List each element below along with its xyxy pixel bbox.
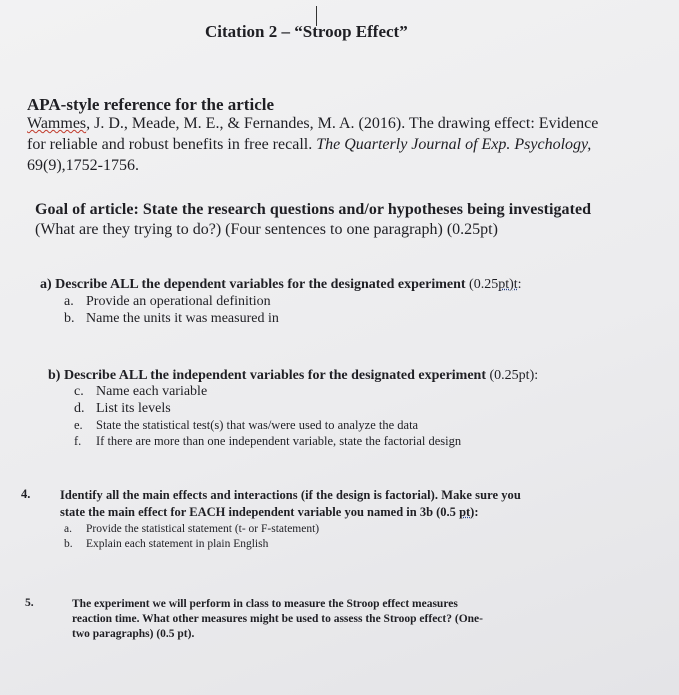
- item-text: Provide the statistical statement (t- or F-statement): [86, 523, 320, 535]
- page-title: Citation 2 – “Stroop Effect”: [205, 22, 408, 41]
- item-text: Name the units it was measured in: [86, 311, 279, 326]
- item-text: Provide an operational definition: [86, 294, 271, 309]
- goal-line-2: (What are they trying to do?) (Four sentences to one paragraph) (0.25pt): [35, 221, 498, 238]
- item-text: State the statistical test(s) that was/were used to analyze the data: [96, 418, 419, 432]
- question-b-heading-text: b) Describe ALL the independent variables for the designated experiment: [48, 368, 487, 383]
- question-4-colon: :: [474, 505, 479, 519]
- item-label: a.: [64, 523, 72, 535]
- ref-line1-rest: , J. D., Meade, M. E., & Fernandes, M. A. (2016). The drawing effect: Evidence: [86, 115, 599, 132]
- question-5-line-2: reaction time. What other measures might be used to assess the Stroop effect? (One-: [72, 613, 483, 625]
- question-4-line-2-text: state the main effect for EACH independent variable you named in 3b (0.5: [60, 505, 460, 519]
- question-a-points-tail: pt)t: [498, 277, 518, 292]
- question-4-line-2: [60, 505, 479, 520]
- apa-reference-line-1: [27, 115, 598, 133]
- question-4-item-b: [64, 538, 268, 550]
- author-first: Wammes: [27, 115, 87, 132]
- item-label: d.: [74, 401, 85, 416]
- apa-heading: APA-style reference for the article: [27, 95, 275, 114]
- question-5-number: 5.: [25, 597, 34, 609]
- item-label: e.: [74, 418, 83, 432]
- item-text: List its levels: [96, 401, 171, 416]
- question-b-heading: [48, 368, 538, 384]
- item-label: b.: [64, 538, 73, 550]
- question-a-item-a: [64, 294, 271, 310]
- question-a-colon: :: [517, 277, 522, 292]
- question-5-line-3: two paragraphs) (0.5 pt).: [72, 628, 195, 640]
- item-label: c.: [74, 384, 84, 399]
- question-4-line-1: Identify all the main effects and interactions (if the design is factorial). Make sure you: [60, 488, 521, 502]
- question-4-number: 4.: [21, 487, 31, 501]
- question-a-heading: [40, 277, 522, 293]
- item-text: Explain each statement in plain English: [86, 538, 269, 550]
- question-b-item-c: [74, 384, 207, 400]
- question-a-points: (0.25: [465, 277, 499, 292]
- item-label: b.: [64, 311, 75, 326]
- question-b-item-d: [74, 401, 171, 417]
- question-b-item-f: [74, 434, 461, 449]
- item-label: a.: [64, 294, 74, 309]
- goal-line-1: Goal of article: State the research questions and/or hypotheses being investigated: [35, 201, 592, 218]
- item-label: f.: [74, 434, 82, 448]
- question-a-heading-text: a) Describe ALL the dependent variables for the designated experiment: [40, 277, 466, 292]
- item-text: If there are more than one independent variable, state the factorial design: [96, 434, 462, 448]
- apa-reference-line-2: [27, 136, 591, 154]
- question-4-item-a: [64, 523, 319, 535]
- journal-name: The Quarterly Journal of Exp. Psychology,: [316, 136, 592, 153]
- question-b-points: (0.25pt):: [486, 368, 539, 383]
- question-a-item-b: [64, 311, 279, 327]
- item-text: Name each variable: [96, 384, 208, 399]
- question-b-item-e: [74, 418, 418, 433]
- question-4-points: pt): [459, 505, 475, 519]
- apa-reference-line-3: 69(9),1752-1756.: [27, 157, 139, 174]
- question-5-line-1: The experiment we will perform in class to measure the Stroop effect measures: [72, 598, 458, 610]
- ref-line2-plain: for reliable and robust benefits in free recall.: [27, 136, 317, 153]
